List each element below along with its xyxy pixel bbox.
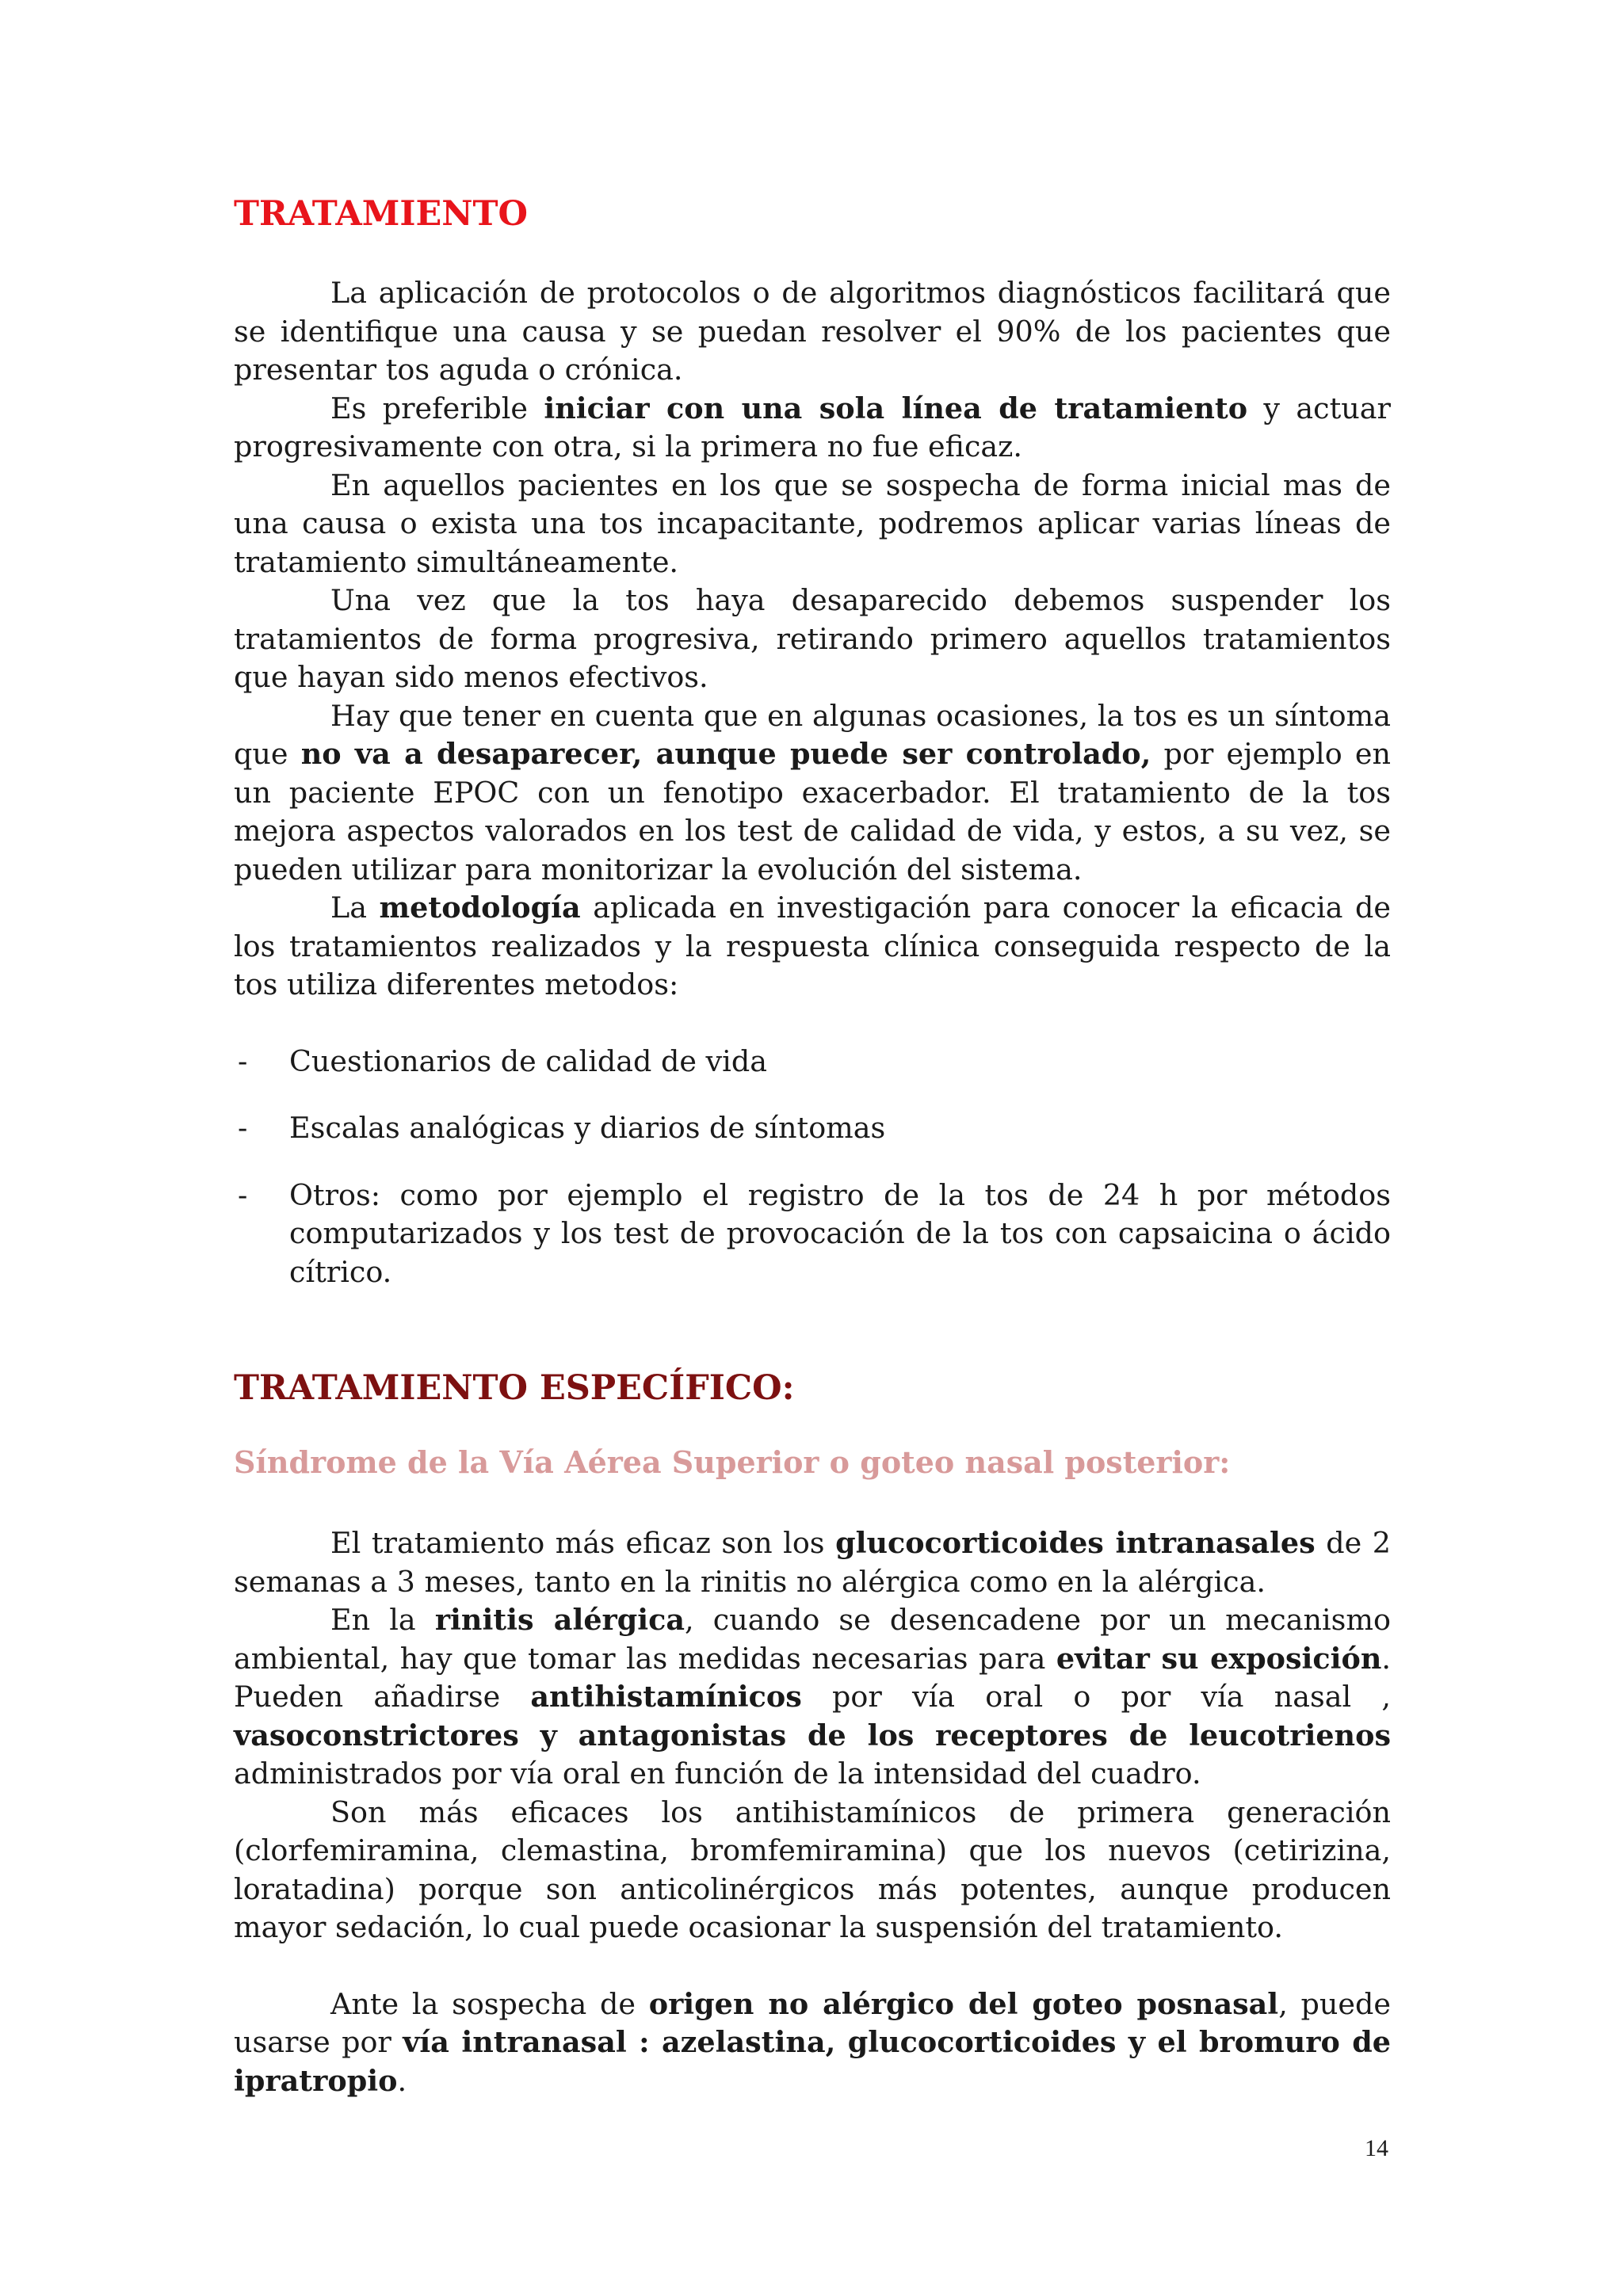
paragraph-antihistaminicos: Son más eficaces los antihistamínicos de primera generación (clorfemiramina, clemastina, bromfemiramina) que los nuevos (cetirizina, loratadina) porque son anticolinérgicos más potentes, aunque producen mayor sedación, lo cual puede ocasionar la suspensión del tratamiento. — [234, 1794, 1391, 1944]
document-page — [234, 190, 1391, 2100]
page-number: 14 — [1365, 2135, 1388, 2161]
section-heading-tratamiento-especifico: TRATAMIENTO ESPECÍFICO: — [234, 1368, 795, 1408]
section-heading-tratamiento: TRATAMIENTO — [234, 194, 529, 234]
paragraph-origen-no-alergico: Ante la sospecha de origen no alérgico del goteo posnasal, puede usarse por vía intranasal : azelastina, glucocorticoides y el bromuro de ipratropio. — [234, 1986, 1391, 2098]
paragraph-rinitis-alergica: En la rinitis alérgica, cuando se desencadene por un mecanismo ambiental, hay que tomar las medidas necesarias para evitar su exposición. Pueden añadirse antihistamínicos por vía oral o por vía nasal , vasoconstrictores y antagonistas de los receptores de leucotrienos administrados por vía oral en función de la intensidad del cuadro. — [234, 1603, 1392, 1791]
paragraph-metodologia: La metodología aplicada en investigación para conocer la eficacia de los tratamientos realizados y la respuesta clínica conseguida respecto de la tos utiliza diferentes metodos: — [234, 891, 1391, 1001]
list-item: - Otros: como por ejemplo el registro de la tos de 24 h por métodos computarizados y los test de provocación de la tos con capsaicina o ácido cítrico. — [238, 1177, 1391, 1289]
paragraph-sintoma-controlado: Hay que tener en cuenta que en algunas ocasiones, la tos es un síntoma que no va a desaparecer, aunque puede ser controlado, por ejemplo en un paciente EPOC con un fenotipo exacerbador. El tratamiento de la tos mejora aspectos valorados en los test de calidad de vida, y estos, a su vez, se pueden utilizar para monitorizar la evolución del sistema. — [234, 698, 1391, 887]
subsection-heading-via-aerea: Síndrome de la Vía Aérea Superior o goteo nasal posterior: — [234, 1444, 1231, 1480]
paragraph-linea-tratamiento: Es preferible iniciar con una sola línea de tratamiento y actuar progresivamente con otra, si la primera no fue eficaz. — [234, 391, 1391, 463]
paragraph-varias-lineas: En aquellos pacientes en los que se sospecha de forma inicial mas de una causa o exista una tos incapacitante, podremos aplicar varias líneas de tratamiento simultáneamente. — [234, 467, 1391, 579]
paragraph-suspender: Una vez que la tos haya desaparecido debemos suspender los tratamientos de forma progresiva, retirando primero aquellos tratamientos que hayan sido menos efectivos. — [234, 583, 1391, 694]
paragraph-glucocorticoides: El tratamiento más eficaz son los glucocorticoides intranasales de 2 semanas a 3 meses, tanto en la rinitis no alérgica como en la alérgica. — [234, 1526, 1391, 1599]
list-item: - Escalas analógicas y diarios de síntomas — [238, 1111, 886, 1145]
paragraph-protocolos: La aplicación de protocolos o de algoritmos diagnósticos facilitará que se identifique una causa y se puedan resolver el 90% de los pacientes que presentar tos aguda o crónica. — [234, 276, 1391, 387]
list-item: - Cuestionarios de calidad de vida — [238, 1043, 767, 1078]
methods-list — [234, 1043, 1391, 1292]
